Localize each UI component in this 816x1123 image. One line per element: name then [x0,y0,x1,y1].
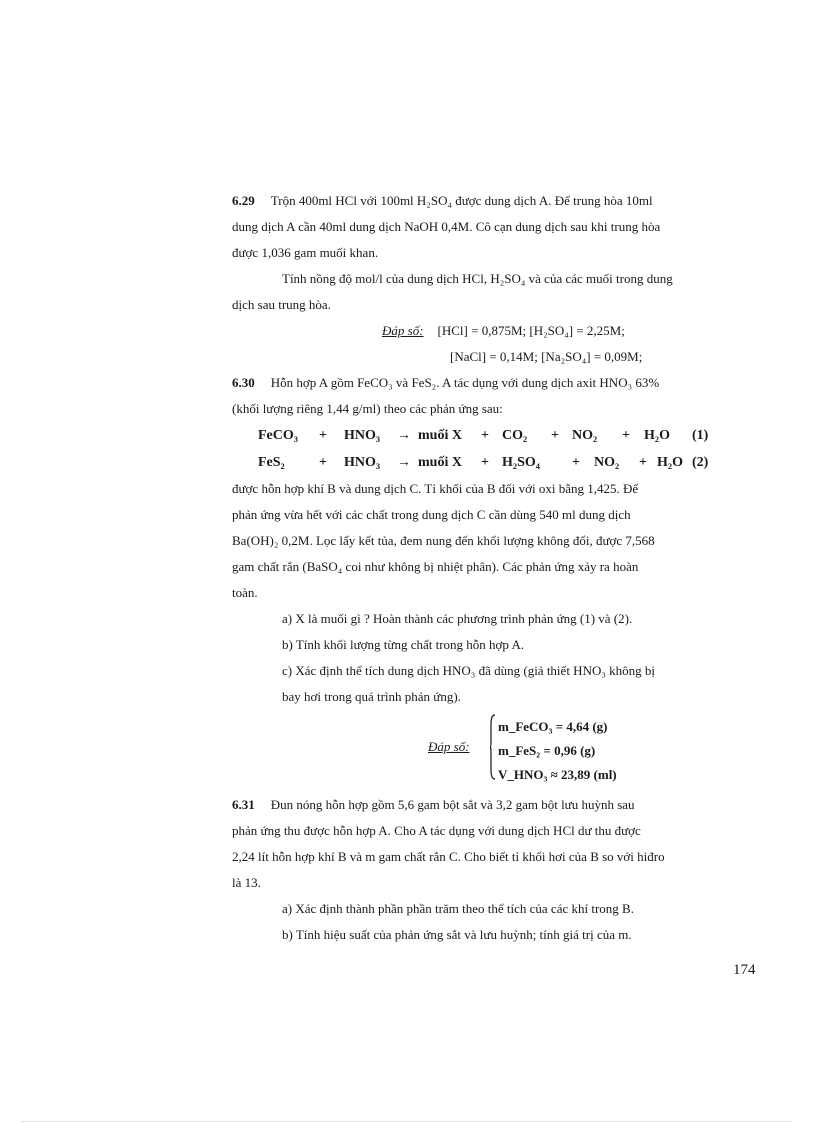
text: phản ứng thu được hỗn hợp A. Cho A tác dụng với dung dịch HCl dư thu được [232,823,641,838]
text: Hỗn hợp A gồm FeCO₃ và FeS₂. A tác dụng với dung dịch axit HNO₃ 63% [270,375,660,390]
problem-number: 6.30 [232,375,255,390]
eq-term: NO₂ [594,455,620,470]
problem-number: 6.29 [232,193,255,208]
text: dịch sau trung hòa. [232,297,331,312]
text: được hỗn hợp khí B và dung dịch C. Tỉ khối của B đối với oxi bằng 1,425. Để [232,481,639,496]
text: là 13. [232,875,261,890]
eq-term: NO₂ [572,428,598,443]
text: được 1,036 gam muối khan. [232,245,379,260]
page-edge-divider [22,1121,792,1122]
eq-plus: + [481,455,489,470]
eq-plus: + [622,428,630,443]
question-item: bay hơi trong quá trình phản ứng). [282,689,461,704]
answer-text: [NaCl] = 0,14M; [Na₂SO₄] = 0,09M; [450,349,643,364]
answer-label: Đáp số: [382,323,424,338]
text: toàn. [232,585,258,600]
eq-plus: + [319,428,327,443]
question-item: c) Xác định thể tích dung dịch HNO₃ đã dùng (giả thiết HNO₃ không bị [282,663,655,678]
problem-6-30-line [232,370,757,396]
problem-number: 6.31 [232,797,255,812]
text: dung dịch A cần 40ml dung dịch NaOH 0,4M. Cô cạn dung dịch sau khi trung hòa [232,219,661,234]
document-body [232,188,757,948]
eq-term: FeS₂ [258,455,285,470]
text: Tính nồng độ mol/l của dung dịch HCl, H₂SO₄ và của các muối trong dung [282,271,673,286]
eq-plus: + [481,428,489,443]
problem-6-31-line [232,792,757,818]
eq-plus: + [639,455,647,470]
eq-term: FeCO₃ [258,428,298,443]
answer-text: [HCl] = 0,875M; [H₂SO₄] = 2,25M; [437,323,625,338]
eq-tag: (1) [692,428,709,443]
brace-icon [490,714,496,780]
eq-plus: + [551,428,559,443]
eq-plus: + [572,455,580,470]
text: Trộn 400ml HCl với 100ml H₂SO₄ được dung dịch A. Để trung hòa 10ml [270,193,653,208]
eq-term: muối X [418,428,462,443]
arrow-icon: → [397,455,411,470]
eq-term: H₂O [657,455,683,470]
answer-value: V_HNO₃ ≈ 23,89 (ml) [498,767,617,782]
page-number: 174 [733,962,756,978]
eq-term: HNO₃ [344,455,381,470]
eq-tag: (2) [692,455,709,470]
eq-term: CO₂ [502,428,528,443]
equation-1 [232,422,757,449]
text: 2,24 lít hỗn hợp khí B và m gam chất rắn C. Cho biết tỉ khối hơi của B so với hiđro [232,849,665,864]
eq-term: H₂SO₄ [502,455,540,470]
text: (khối lượng riêng 1,44 g/ml) theo các phản ứng sau: [232,401,503,416]
answer-system [232,712,757,788]
answer-value: m_FeS₂ = 0,96 (g) [498,743,596,758]
question-item: a) Xác định thành phần phần trăm theo thể tích của các khí trong B. [282,901,634,916]
question-item: b) Tính khối lượng từng chất trong hỗn hợp A. [282,637,525,652]
equation-2 [232,449,757,476]
arrow-icon: → [397,428,411,443]
question-item: b) Tính hiệu suất của phản ứng sắt và lưu huỳnh; tính giá trị của m. [282,927,632,942]
text: phản ứng vừa hết với các chất trong dung dịch C cần dùng 540 ml dung dịch [232,507,631,522]
question-item: a) X là muối gì ? Hoàn thành các phương trình phản ứng (1) và (2). [282,611,633,626]
problem-6-29-line [232,188,757,214]
eq-plus: + [319,455,327,470]
text: gam chất rắn (BaSO₄ coi như không bị nhiệt phân). Các phản ứng xảy ra hoàn [232,559,639,574]
answer-line [232,318,757,344]
answer-value: m_FeCO₃ = 4,64 (g) [498,719,608,734]
eq-term: H₂O [644,428,670,443]
answer-label: Đáp số: [428,739,470,754]
text: Ba(OH)₂ 0,2M. Lọc lấy kết tủa, đem nung đến khối lượng không đổi, được 7,568 [232,533,655,548]
eq-term: muối X [418,455,462,470]
text: Đun nóng hỗn hợp gồm 5,6 gam bột sắt và 3,2 gam bột lưu huỳnh sau [270,797,635,812]
eq-term: HNO₃ [344,428,381,443]
